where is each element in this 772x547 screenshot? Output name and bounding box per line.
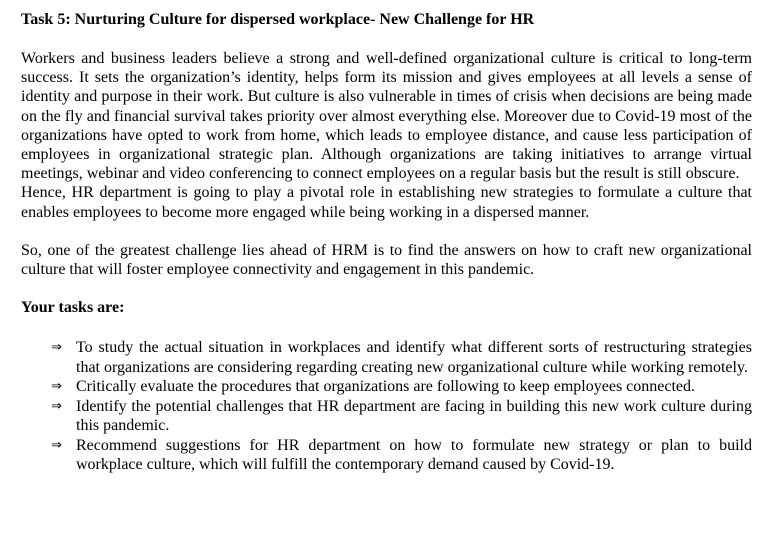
task-text: To study the actual situation in workplaces and identify what different sorts of restructuring strategies that organizations are considering regarding creating new organizational culture while working remotely.	[76, 339, 752, 376]
spacer	[21, 279, 752, 298]
paragraph-intro: Workers and business leaders believe a strong and well-defined organizational culture is critical to long-term success. It sets the organization’s identity, helps form its mission and gives employees at all levels a sense of identity and purpose in their work. But culture is also vulnerable in times of crisis when decisions are being made on the fly and financial survival takes priority over almost everything else. Moreover due to Covid-19 most of the organizations have opted to work from home, which leads to employee distance, and cause less participation of employees in organizational strategic plan. Although organizations are taking initiatives to arrange virtual meetings, webinar and video conferencing to connect employees on a regular basis but the result is still obscure.	[21, 50, 752, 183]
paragraph-hr-role: Hence, HR department is going to play a pivotal role in establishing new strategies to formulate a culture that enables employees to become more engaged while being working in a dispersed manner.	[21, 184, 752, 221]
list-item	[51, 377, 752, 397]
tasks-heading: Your tasks are:	[21, 299, 125, 317]
task-text: Identify the potential challenges that HR department are facing in building this new work culture during this pandemic.	[76, 397, 752, 435]
list-item	[51, 338, 752, 377]
document-page	[21, 10, 752, 475]
task-title: Task 5: Nurturing Culture for dispersed workplace- New Challenge for HR	[21, 11, 535, 28]
list-item	[51, 397, 752, 436]
double-arrow-right-icon: ⇒	[51, 340, 62, 356]
task-list	[21, 338, 752, 475]
spacer	[21, 222, 752, 241]
double-arrow-right-icon: ⇒	[51, 398, 62, 414]
list-item	[51, 436, 752, 475]
double-arrow-right-icon: ⇒	[51, 437, 62, 453]
paragraph-challenge: So, one of the greatest challenge lies ahead of HRM is to find the answers on how to craft new organizational culture that will foster employee connectivity and engagement in this pandemic.	[21, 241, 752, 279]
double-arrow-right-icon: ⇒	[51, 379, 62, 395]
task-text: Recommend suggestions for HR department on how to formulate new strategy or plan to build workplace culture, which will fulfill the contemporary demand caused by Covid-19.	[76, 436, 752, 474]
task-text: Critically evaluate the procedures that organizations are following to keep employees connected.	[76, 378, 696, 396]
